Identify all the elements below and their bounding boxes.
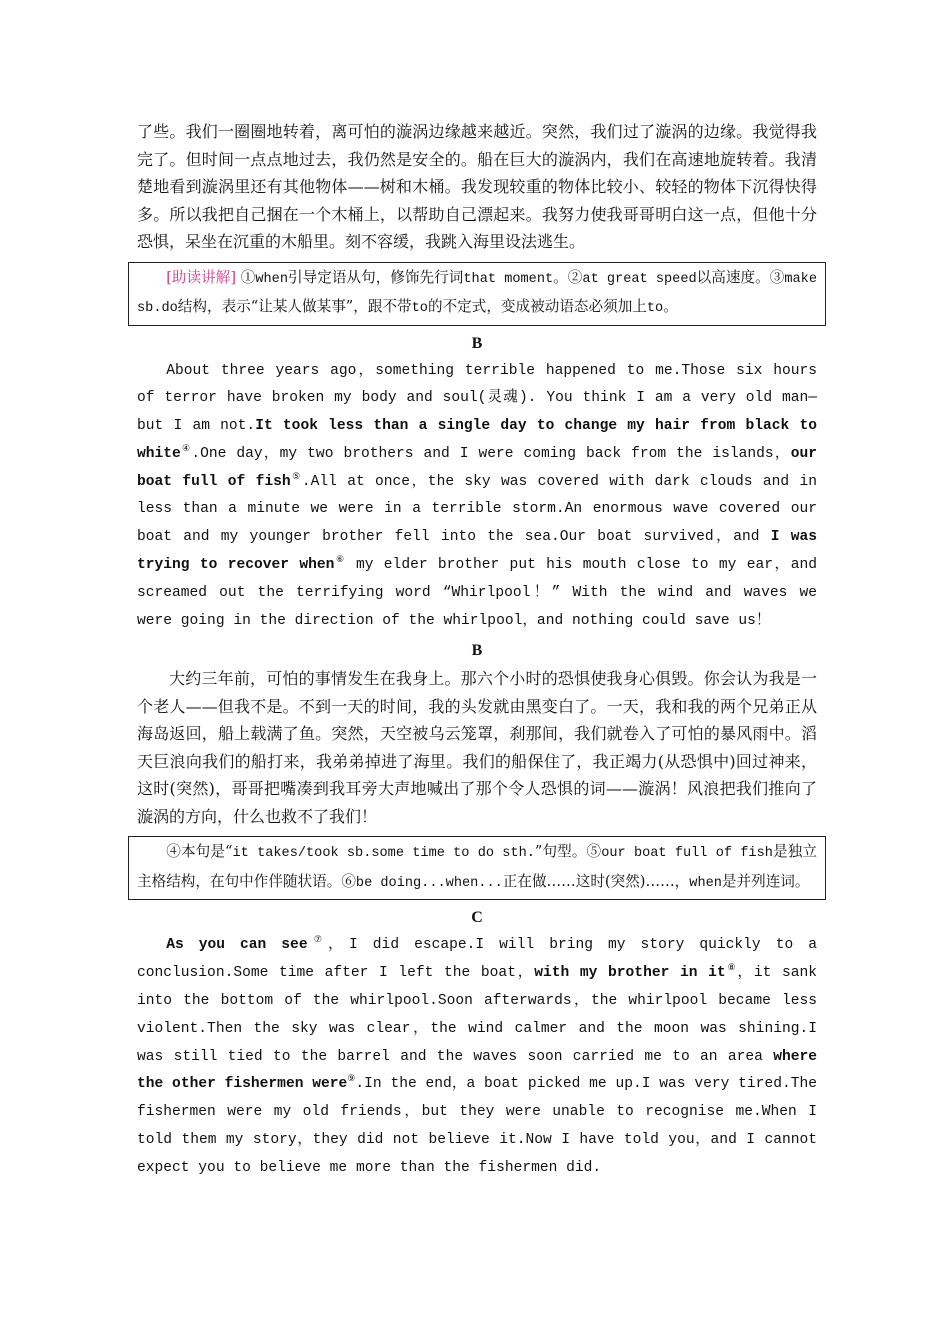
note-text: 引导定语从句，修饰先行词: [288, 268, 464, 286]
highlight-phrase: I was trying to recover when: [137, 529, 817, 574]
body-text: ，I did escape.I will bring my story quickly to a conclusion.Some time after I left the boat，: [137, 937, 817, 982]
note-tag: [助读讲解]: [166, 268, 237, 286]
note-code: be doing...when...: [355, 875, 503, 891]
highlight-phrase: It took less than a single day to change my hair from black to white: [137, 418, 817, 462]
note-text: ①: [240, 268, 256, 286]
section-b-translation: 大约三年前，可怕的事情发生在我身上。那六个小时的恐惧使我身心俱毁。你会认为我是一个老人——但我不是。不到一天的时间，我的头发就由黑变白了。一天，我和我的两个兄弟正从海岛返回，船上载满了鱼。突然，天空被乌云笼罩，刹那间，我们就卷入了可怕的暴风雨中。滔天巨浪向我们的船打来，我弟弟掉进了海里。我们的船保住了，我正竭力(从恐惧中)回过神来，这时(突然)，哥哥把嘴凑到我耳旁大声地喊出了那个令人恐惧的词——漩涡！风浪把我们推向了漩涡的方向，什么也救不了我们！: [137, 669, 817, 826]
note-text: 是并列连词。: [721, 872, 810, 890]
note-marker: ⑧: [725, 963, 738, 974]
note-text: 以高速度。③: [696, 268, 785, 286]
note-code: to: [411, 301, 428, 316]
section-b-english: [137, 358, 817, 636]
note-marker: ④: [180, 443, 192, 454]
section-c-english: [137, 932, 817, 1182]
highlight-phrase: where the other fishermen were: [137, 1048, 817, 1093]
body-text: ，it sank into the bottom of the whirlpool.Soon afterwards，the whirlpool became less violent.Then the sky was clear，the wind calmer and the moon was shining.I was still tied to the barrel and the waves soon carried me to an area: [137, 965, 817, 1065]
note-marker: ⑥: [334, 555, 346, 566]
note-marker: ⑦: [307, 935, 329, 946]
note-box-a: [128, 262, 826, 326]
note-code: when: [255, 271, 288, 287]
note-marker: ⑨: [347, 1074, 356, 1085]
section-a-translation-tail: 了些。我们一圈圈地转着，离可怕的漩涡边缘越来越近。突然，我们过了漩涡的边缘。我觉得我完了。但时间一点点地过去，我仍然是安全的。船在巨大的漩涡内，我们在高速地旋转着。我清楚地看到漩涡里还有其他物体——树和木桶。我发现较重的物体比较小、较轻的物体下沉得快得多。所以我把自己捆在一个木桶上，以帮助自己漂起来。我努力使我哥哥明白这一点，但他十分恐惧，呆坐在沉重的木船里。刻不容缓，我跳入海里设法逃生。: [137, 122, 817, 251]
note-text: 的不定式，变成被动语态必须加上: [427, 298, 647, 315]
note-code: make sb.do: [137, 271, 817, 316]
body-text: .All at once，the sky was covered with dark clouds and in less than a minute we were in a terrible storm.An enormous wave covered our boat and my younger brother fell into the sea.Our boat survived，and: [137, 473, 817, 546]
highlight-phrase: As you can see: [166, 937, 308, 954]
body-text: .One day，my two brothers and I were coming back from the islands，: [191, 445, 791, 462]
note-code: to: [646, 301, 664, 316]
section-heading-c: C: [471, 909, 483, 927]
note-text: 是独立主格结构，在句中作伴随状语。⑥: [137, 843, 817, 890]
document-page: [137, 118, 817, 1183]
section-heading-b-translation: B: [471, 642, 483, 660]
highlight-phrase: with my brother in it: [534, 965, 726, 982]
body-text: About three years ago，something terrible happened to me.Those six hours of terror have broken my body and soul(灵魂). You think I am a very old man—but I am not.: [137, 362, 817, 435]
note-text: ④本句是“: [166, 843, 233, 861]
note-text: 正在做……这时(突然)……，: [502, 872, 690, 890]
body-text: .In the end，a boat picked me up.I was very tired.The fishermen were my old friends，but they were unable to recognise me.When I told them my story，they did not believe it.Now I have told you，and I cannot expect you to believe me more than the fishermen did.: [137, 1076, 817, 1176]
note-text: ”句型。⑤: [534, 843, 602, 861]
section-heading-b: B: [471, 334, 483, 352]
note-code: that moment: [463, 271, 554, 287]
note-text: 。②: [553, 268, 583, 286]
note-code: at great speed: [582, 271, 697, 287]
body-text: my elder brother put his mouth close to my ear，and screamed out the terrifying word “Whirlpool！” With the wind and waves we were going in the direction of the whirlpool，and nothing could save us！: [137, 557, 817, 629]
note-text: 结构，表示“让某人做某事”，跟不带: [177, 298, 412, 315]
note-code: our boat full of fish: [601, 846, 773, 862]
note-text: 。: [663, 298, 678, 315]
note-marker: ⑤: [290, 471, 302, 482]
note-code: when: [689, 875, 722, 891]
note-code: it takes/took sb.some time to do sth.: [232, 846, 535, 862]
note-box-b: [128, 836, 826, 900]
highlight-phrase: our boat full of fish: [137, 445, 817, 490]
